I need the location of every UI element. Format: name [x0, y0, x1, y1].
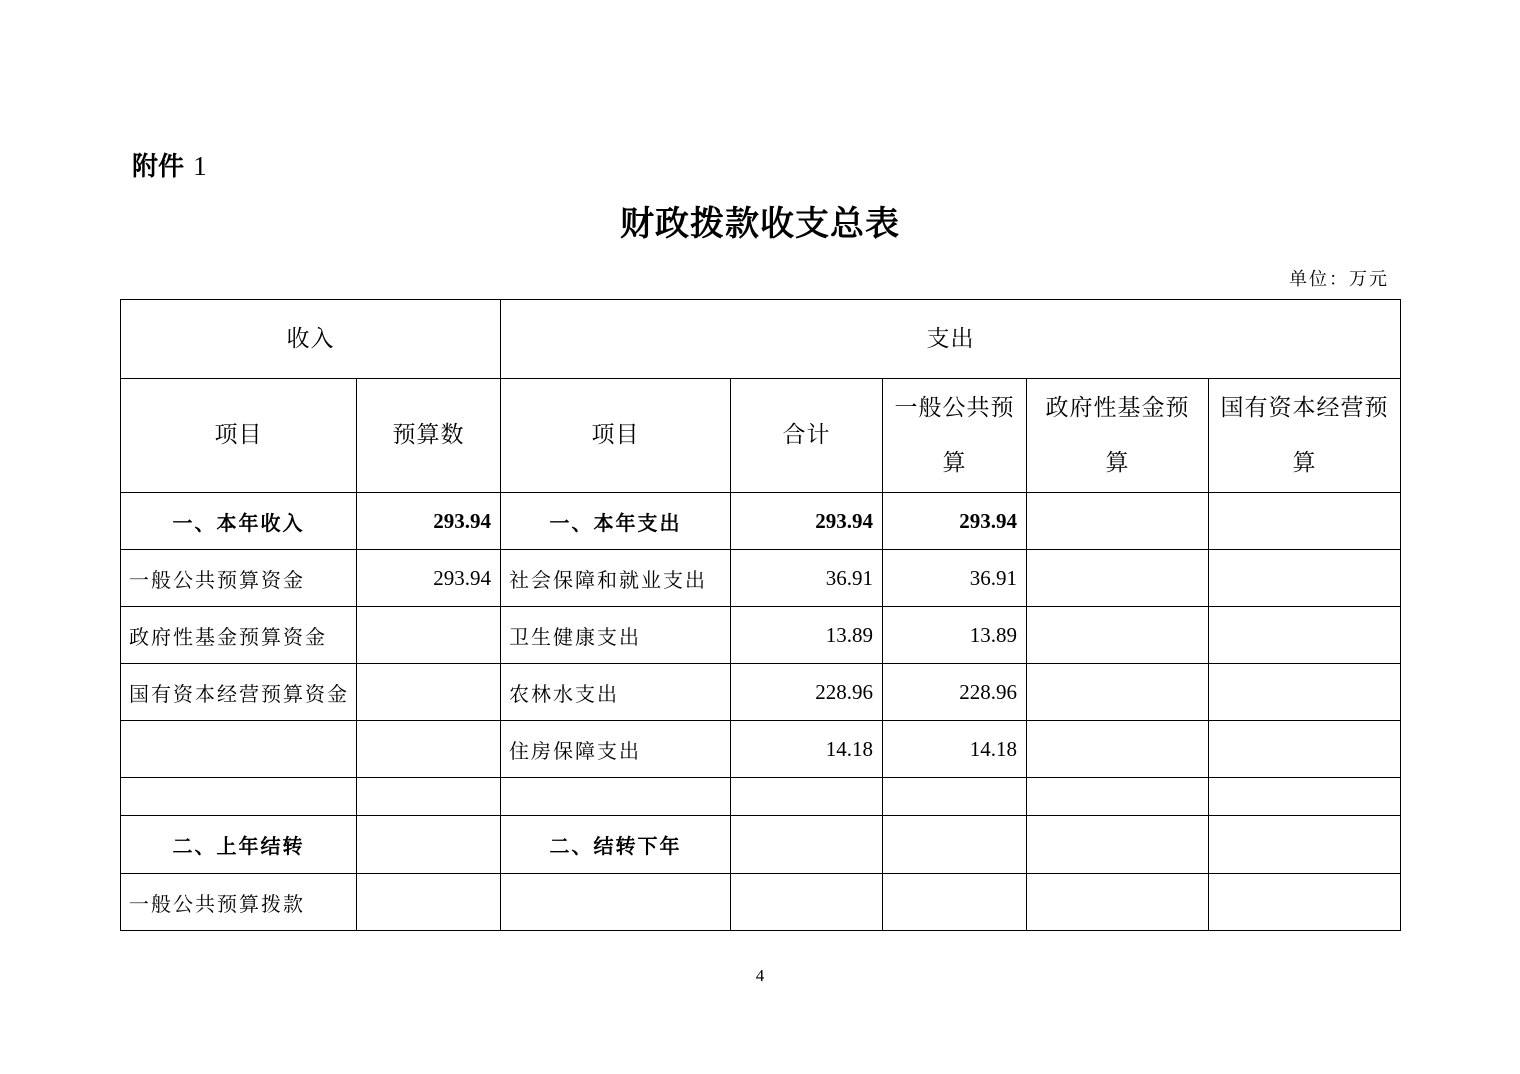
gov-fund-cell: [1027, 721, 1209, 778]
general-public-cell: 14.18: [883, 721, 1027, 778]
col-header-total: 合计: [731, 379, 883, 493]
income-budget-cell: 293.94: [357, 493, 501, 550]
gov-fund-cell: [1027, 816, 1209, 874]
table-row: [121, 874, 1401, 931]
table-row: [121, 721, 1401, 778]
income-budget-cell: 293.94: [357, 550, 501, 607]
general-public-cell: 13.89: [883, 607, 1027, 664]
expense-item-cell: 一、本年支出: [501, 493, 731, 550]
state-capital-cell: [1209, 816, 1401, 874]
income-item-cell: 一、本年收入: [121, 493, 357, 550]
expense-item-cell: 住房保障支出: [501, 721, 731, 778]
gov-fund-cell: [1027, 550, 1209, 607]
column-header-row: [121, 379, 1401, 493]
general-public-cell: [883, 874, 1027, 931]
total-cell: 36.91: [731, 550, 883, 607]
expense-item-cell: [501, 778, 731, 816]
state-capital-cell: [1209, 778, 1401, 816]
income-budget-cell: [357, 874, 501, 931]
col-header-income-item: 项目: [121, 379, 357, 493]
income-budget-cell: [357, 607, 501, 664]
income-item-cell: 政府性基金预算资金: [121, 607, 357, 664]
expense-group-header: 支出: [501, 300, 1401, 379]
expense-item-cell: 卫生健康支出: [501, 607, 731, 664]
total-cell: [731, 874, 883, 931]
general-public-cell: 36.91: [883, 550, 1027, 607]
finance-summary-table: [120, 299, 1401, 931]
income-budget-cell: [357, 664, 501, 721]
income-group-header: 收入: [121, 300, 501, 379]
income-budget-cell: [357, 778, 501, 816]
table-row: [121, 664, 1401, 721]
state-capital-cell: [1209, 550, 1401, 607]
state-capital-cell: [1209, 493, 1401, 550]
income-budget-cell: [357, 721, 501, 778]
expense-item-cell: 二、结转下年: [501, 816, 731, 874]
col-header-gov-fund: 政府性基金预算: [1027, 379, 1209, 493]
gov-fund-cell: [1027, 664, 1209, 721]
table-row: [121, 607, 1401, 664]
gov-fund-cell: [1027, 607, 1209, 664]
expense-item-cell: [501, 874, 731, 931]
total-cell: 228.96: [731, 664, 883, 721]
attachment-number: 1: [193, 151, 207, 181]
total-cell: 13.89: [731, 607, 883, 664]
state-capital-cell: [1209, 721, 1401, 778]
table-row: [121, 778, 1401, 816]
attachment-label: [132, 146, 207, 183]
total-cell: [731, 778, 883, 816]
general-public-cell: 228.96: [883, 664, 1027, 721]
income-item-cell: 一般公共预算拨款: [121, 874, 357, 931]
income-item-cell: 一般公共预算资金: [121, 550, 357, 607]
gov-fund-cell: [1027, 493, 1209, 550]
table-row: [121, 550, 1401, 607]
income-item-cell: [121, 778, 357, 816]
total-cell: [731, 816, 883, 874]
expense-item-cell: 社会保障和就业支出: [501, 550, 731, 607]
income-item-cell: [121, 721, 357, 778]
total-cell: 293.94: [731, 493, 883, 550]
group-header-row: [121, 300, 1401, 379]
table-row: [121, 816, 1401, 874]
col-header-state-capital: 国有资本经营预算: [1209, 379, 1401, 493]
income-budget-cell: [357, 816, 501, 874]
income-item-cell: 国有资本经营预算资金: [121, 664, 357, 721]
col-header-general-public: 一般公共预算: [883, 379, 1027, 493]
col-header-income-budget: 预算数: [357, 379, 501, 493]
state-capital-cell: [1209, 607, 1401, 664]
gov-fund-cell: [1027, 778, 1209, 816]
state-capital-cell: [1209, 664, 1401, 721]
total-cell: 14.18: [731, 721, 883, 778]
general-public-cell: [883, 816, 1027, 874]
income-item-cell: 二、上年结转: [121, 816, 357, 874]
table-row: [121, 493, 1401, 550]
general-public-cell: [883, 778, 1027, 816]
attachment-text: 附件: [132, 152, 185, 182]
unit-label: 单位：万元: [1289, 269, 1389, 290]
gov-fund-cell: [1027, 874, 1209, 931]
general-public-cell: 293.94: [883, 493, 1027, 550]
expense-item-cell: 农林水支出: [501, 664, 731, 721]
state-capital-cell: [1209, 874, 1401, 931]
page-title: 财政拨款收支总表: [620, 204, 900, 244]
col-header-expense-item: 项目: [501, 379, 731, 493]
page-number: 4: [755, 966, 765, 985]
